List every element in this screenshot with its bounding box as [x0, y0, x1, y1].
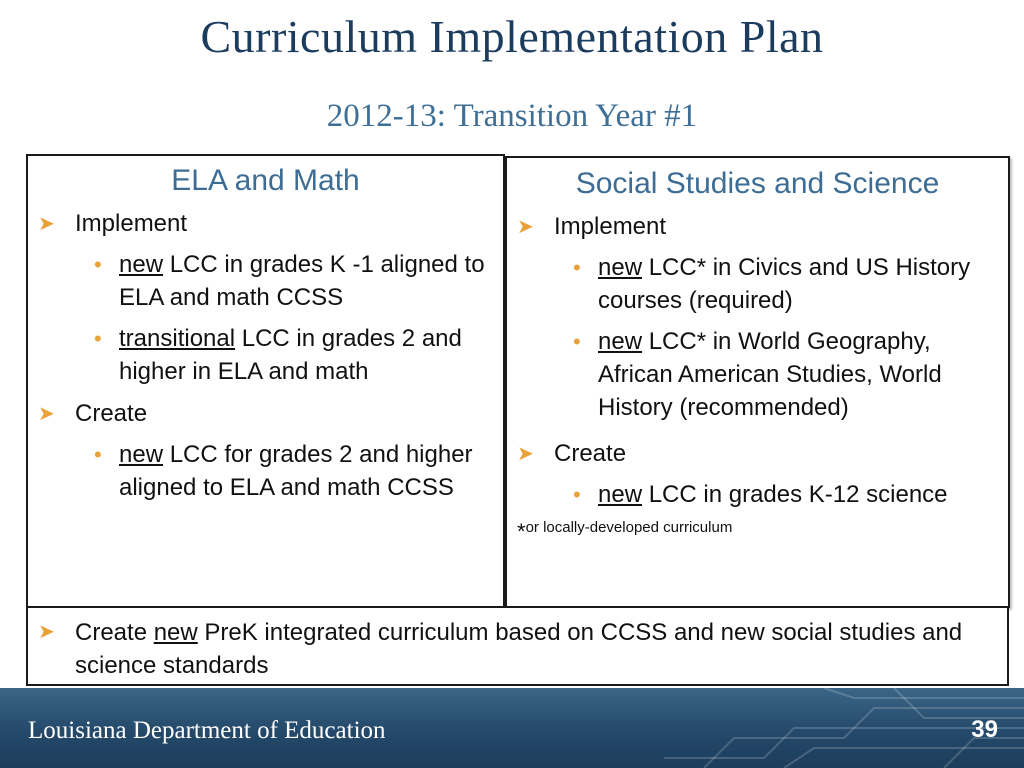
page-number: 39: [971, 716, 998, 743]
right-implement-label: Implement: [554, 213, 667, 240]
left-implement-item: [28, 208, 503, 240]
circuit-pattern-decoration: [644, 688, 1024, 768]
dot-icon: •: [94, 442, 102, 467]
left-implement-sub-item-1: [28, 248, 503, 314]
item-text: LCC* in Civics and US History courses (required): [598, 254, 971, 314]
footnote: [507, 519, 1008, 545]
arrow-right-icon: ➤: [38, 213, 55, 235]
dot-icon: •: [573, 329, 581, 354]
social-studies-science-box: [505, 156, 1010, 608]
arrow-right-icon: ➤: [517, 216, 534, 238]
ela-math-heading: ELA and Math: [171, 164, 360, 197]
item-text: LCC in grades 2 and higher in ELA and math: [119, 325, 462, 385]
footer-bar: [0, 688, 1024, 768]
arrow-right-icon: ➤: [38, 621, 55, 643]
underlined-word: new: [119, 251, 164, 278]
item-text: LCC in grades K-12 science: [642, 481, 948, 508]
underlined-word: new: [153, 619, 198, 646]
left-implement-label: Implement: [75, 210, 188, 237]
prek-text-rest: PreK integrated curriculum based on CCSS and new social studies and science standards: [75, 619, 963, 679]
dot-icon: •: [94, 252, 102, 277]
left-create-item: [28, 398, 503, 430]
right-implement-sub-item-1: [507, 251, 1008, 317]
prek-text-pre: Create: [75, 619, 154, 646]
social-studies-science-heading: Social Studies and Science: [575, 167, 940, 200]
footnote-text: or locally-developed curriculum: [525, 519, 733, 536]
item-text: LCC* in World Geography, African American Studies, World History (recommended): [598, 328, 942, 421]
footnote-star: *: [517, 519, 526, 544]
dot-icon: •: [94, 326, 102, 351]
prek-box: [26, 606, 1009, 686]
underlined-word: new: [598, 481, 643, 508]
right-implement-sub-item-2: [507, 325, 1008, 424]
right-create-sub-item-1: [507, 478, 1008, 511]
slide-subtitle: 2012-13: Transition Year #1: [326, 98, 698, 134]
underlined-word: new: [598, 254, 643, 281]
item-text: LCC for grades 2 and higher aligned to ELA and math CCSS: [119, 441, 473, 501]
ela-math-box: [26, 154, 505, 608]
left-create-sub-item-1: [28, 438, 503, 504]
left-implement-sub-item-2: [28, 322, 503, 388]
organization-name: Louisiana Department of Education: [28, 717, 386, 744]
prek-item: [28, 616, 1007, 682]
underlined-word: new: [119, 441, 164, 468]
right-create-label: Create: [554, 440, 627, 467]
right-create-item: [507, 438, 1008, 470]
right-implement-item: [507, 211, 1008, 243]
underlined-word: new: [598, 328, 643, 355]
arrow-right-icon: ➤: [38, 403, 55, 425]
dot-icon: •: [573, 482, 581, 507]
arrow-right-icon: ➤: [517, 443, 534, 465]
slide-title: Curriculum Implementation Plan: [200, 11, 824, 62]
dot-icon: •: [573, 255, 581, 280]
item-text: LCC in grades K -1 aligned to ELA and math CCSS: [119, 251, 485, 311]
underlined-word: transitional: [119, 325, 236, 352]
left-create-label: Create: [75, 400, 148, 427]
